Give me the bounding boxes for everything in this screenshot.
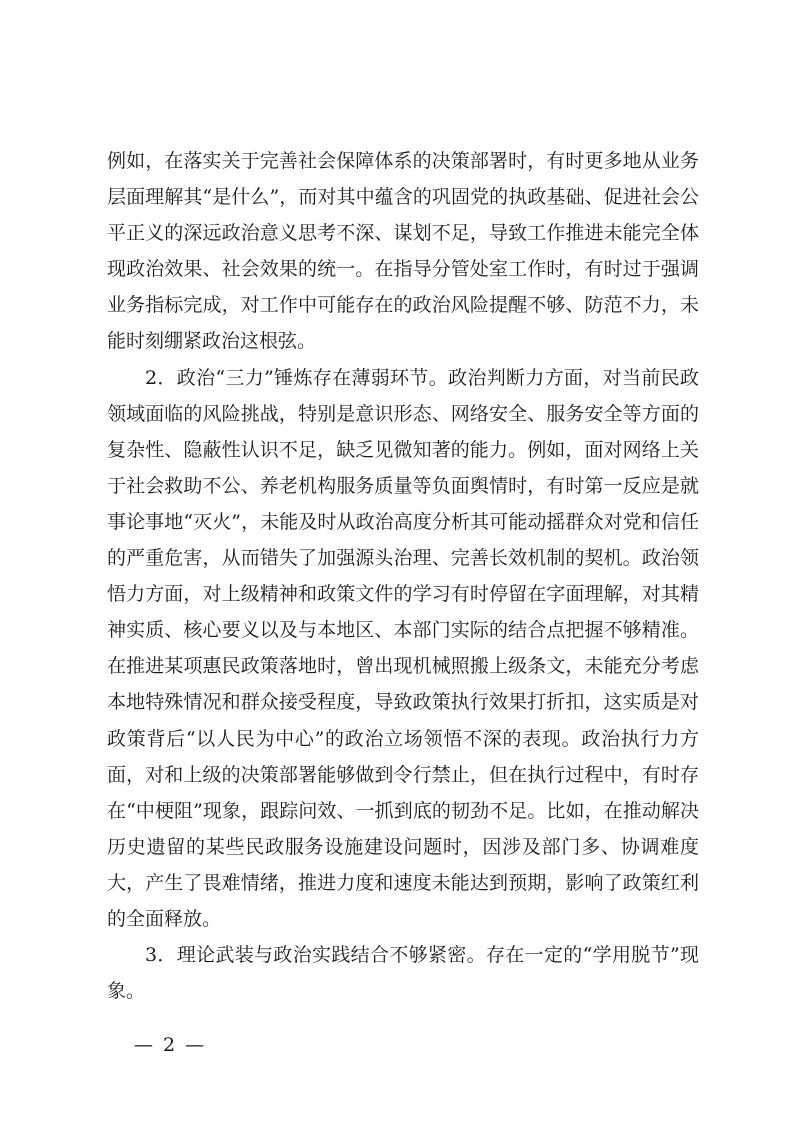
document-body <box>107 143 699 1009</box>
paragraph-continuation: 例如，在落实关于完善社会保障体系的决策部署时，有时更多地从业务层面理解其“是什么”，而对其中蕴含的巩固党的执政基础、促进社会公平正义的深远政治意义思考不深、谋划不足，导致工作推进未能完全体现政治效果、社会效果的统一。在指导分管处室工作时，有时过于强调业务指标完成，对工作中可能存在的政治风险提醒不够、防范不力，未能时刻绷紧政治这根弦。 <box>107 150 699 353</box>
paragraph-theory-practice: 3．理论武装与政治实践结合不够紧密。存在一定的“学用脱节”现象。 <box>107 944 699 1003</box>
page-number: — 2 — <box>134 1034 207 1056</box>
paragraph-political-three-abilities: 2．政治“三力”锤炼存在薄弱环节。政治判断力方面，对当前民政领域面临的风险挑战，特别是意识形态、网络安全、服务安全等方面的复杂性、隐蔽性认识不足，缺乏见微知著的能力。例如，面对网络上关于社会救助不公、养老机构服务质量等负面舆情时，有时第一反应是就事论事地“灭火”，未能及时从政治高度分析其可能动摇群众对党和信任的严重危害，从而错失了加强源头治理、完善长效机制的契机。政治领悟力方面，对上级精神和政策文件的学习有时停留在字面理解，对其精神实质、核心要义以及与本地区、本部门实际的结合点把握不够精准。在推进某项惠民政策落地时，曾出现机械照搬上级条文，未能充分考虑本地特殊情况和群众接受程度，导致政策执行效果打折扣，这实质是对政策背后“以人民为中心”的政治立场领悟不深的表现。政治执行力方面，对和上级的决策部署能够做到令行禁止，但在执行过程中，有时存在“中梗阻”现象，跟踪问效、一抓到底的韧劲不足。比如，在推动解决历史遗留的某些民政服务设施建设问题时，因涉及部门多、协调难度大，产生了畏难情绪，推进力度和速度未能达到预期，影响了政策红利的全面释放。 <box>107 366 699 930</box>
